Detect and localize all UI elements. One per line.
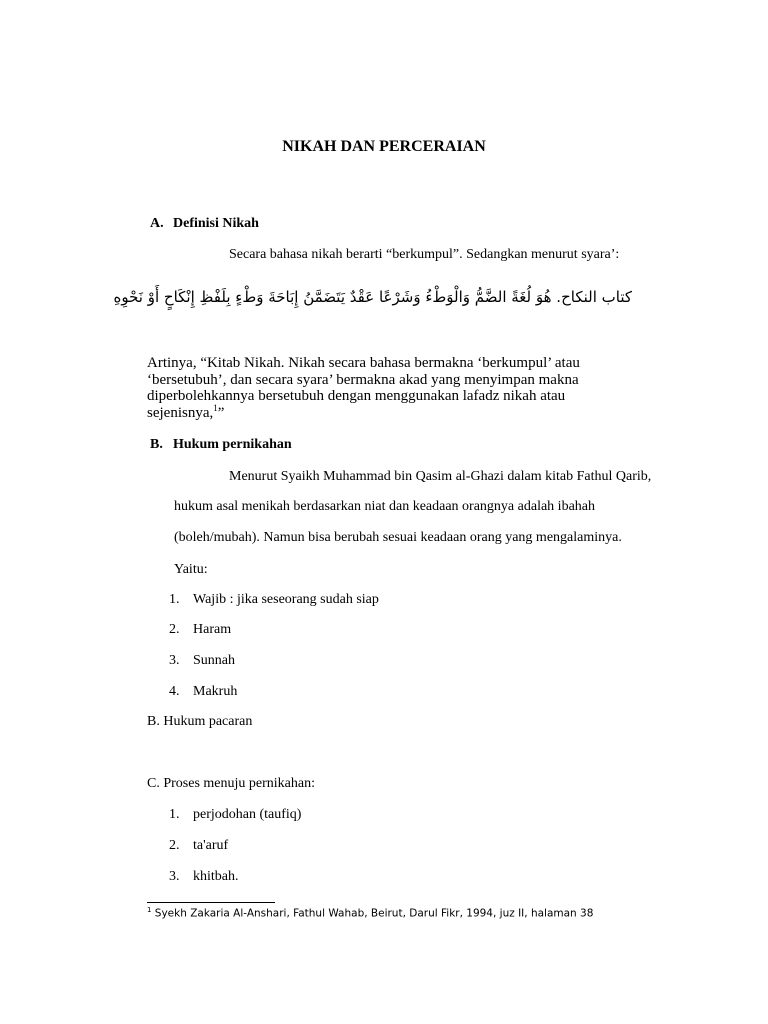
section-a-intro: Secara bahasa nikah berarti “berkumpul”. Sedangkan menurut syara’: [229,247,620,262]
list-number: 3. [169,653,180,668]
list-text: perjodohan (taufiq) [193,807,302,822]
list-text: Makruh [193,684,238,699]
section-b-line-3: (boleh/mubah). Namun bisa berubah sesuai keadaan orang yang mengalaminya. [174,530,622,545]
section-c-heading: C. Proses menuju pernikahan: [147,776,315,791]
arabic-translation [147,355,617,421]
footnote-separator [147,902,275,903]
hukum-list-item [169,653,235,669]
translation-text: Artinya, “Kitab Nikah. Nikah secara bahasa bermakna ‘berkumpul’ atau ‘bersetubuh’, dan secara syara’ bermakna akad yang menyimpan makna diperbolehkannya bersetubuh dengan menggunakan lafadz nikah atau sejenisnya, [147,355,580,421]
list-number: 2. [169,622,180,637]
list-number: 1. [169,807,180,822]
section-a-letter: A. [150,216,164,231]
list-number: 4. [169,684,180,699]
section-a-title: Definisi Nikah [173,216,259,231]
list-number: 2. [169,838,180,853]
hukum-list-item [169,622,231,638]
section-a-heading [150,216,259,232]
section-b2-heading: B. Hukum pacaran [147,714,253,729]
section-b-line-4: Yaitu: [174,562,208,577]
list-number: 3. [169,869,180,884]
proses-list-item [169,869,239,885]
translation-closing-quote: ” [217,404,225,421]
section-b-heading [150,437,292,453]
footnote-number: 1 [147,906,152,914]
hukum-list-item [169,592,379,608]
section-b-letter: B. [150,437,163,452]
list-text: khitbah. [193,869,239,884]
list-number: 1. [169,592,180,607]
list-text: Sunnah [193,653,235,668]
section-b-title: Hukum pernikahan [173,437,292,452]
proses-list-item [169,807,301,823]
list-text: Wajib : jika seseorang sudah siap [193,592,379,607]
proses-list-item [169,838,228,854]
list-text: ta'aruf [193,838,229,853]
list-text: Haram [193,622,232,637]
footnote-reference: 1 [213,402,218,413]
section-b-line-2: hukum asal menikah berdasarkan niat dan keadaan orangnya adalah ibahah [174,499,595,514]
footnote-text: Syekh Zakaria Al-Anshari, Fathul Wahab, Beirut, Darul Fikr, 1994, juz II, halaman 38 [151,907,594,920]
arabic-definition: كتاب النكاح. هُوَ لُغَةً الضَّمُّ وَالْوَطْءُ وَشَرْعًا عَقْدٌ يَتَضَمَّنُ إِبَاحَةَ وَطْءٍ بِلَفْظِ إِنْكَاحٍ أَوْ نَحْوِهِ [113,288,632,306]
document-title: NIKAH DAN PERCERAIAN [282,138,486,155]
footnote [147,906,593,920]
section-b-line-1: Menurut Syaikh Muhammad bin Qasim al-Ghazi dalam kitab Fathul Qarib, [229,469,652,484]
hukum-list-item [169,684,237,700]
